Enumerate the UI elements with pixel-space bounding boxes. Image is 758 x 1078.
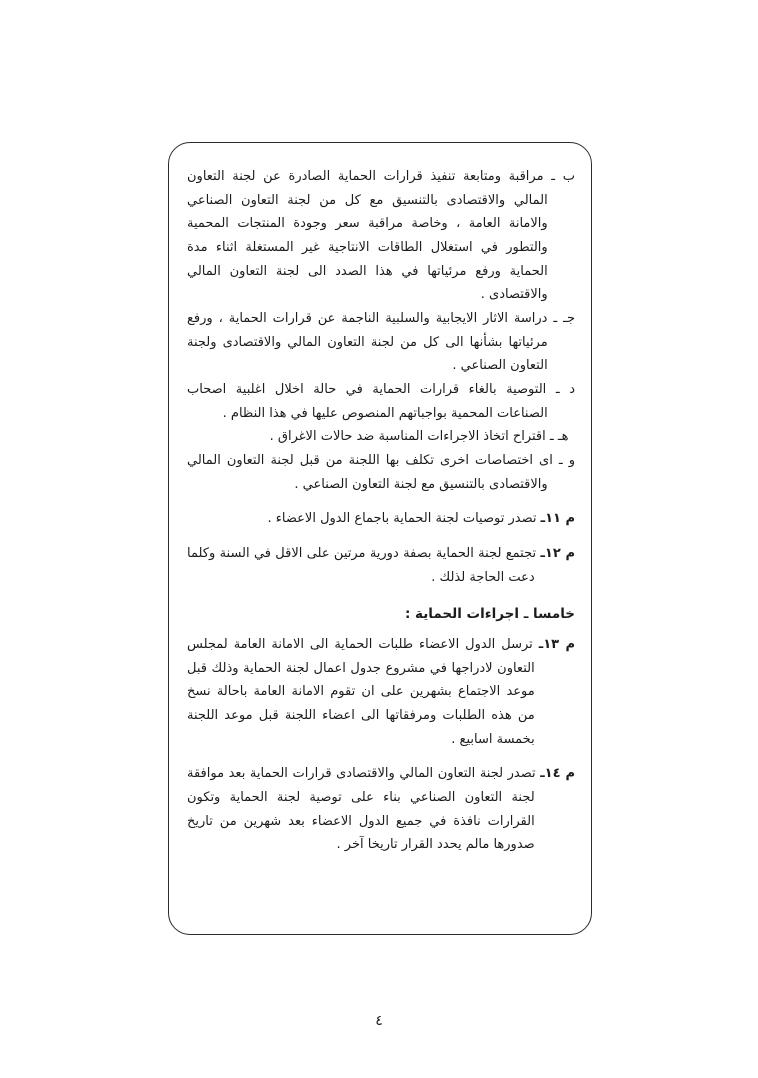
article-13: [187, 633, 575, 751]
clause-ha-text: اقتراح اتخاذ الاجراءات المناسبة ضد حالات الاغراق .: [269, 429, 546, 445]
clause-b-label: ب ـ: [551, 169, 575, 184]
clause-ha: [187, 425, 575, 449]
article-14: [187, 762, 575, 857]
section-heading-label: خامسا ـ: [523, 606, 575, 623]
article-13-label: م ١٣ـ: [538, 637, 575, 653]
article-11: [187, 507, 575, 531]
section-heading-fifth: [187, 606, 575, 622]
clause-b: [187, 165, 575, 307]
document-border-frame: [168, 142, 592, 935]
clause-dal-text: التوصية بالغاء قرارات الحماية في حالة اخلال اغلبية اصحاب الصناعات المحمية بواجباتهم المنصوص عليها في هذا النظام .: [187, 381, 548, 421]
clause-waw-label: و ـ: [558, 452, 576, 468]
clause-dal-label: د ـ: [555, 381, 575, 397]
clause-waw: [187, 449, 575, 496]
clause-b-text: مراقبة ومتابعة تنفيذ قرارات الحماية الصادرة عن لجنة التعاون المالي والاقتصادى بالتنسيق مع كل من لجنة التعاون الصناعي والامانة العامة ، وخاصة مراقبة سعر وجودة المنتجات المحمية والتطور في استغلال الطاقات الانتاجية غير المستغلة اثناء مدة الحماية ورفع مرئياتها في هذا الصدد الى لجنة التعاون المالي والاقتصادى .: [187, 169, 548, 303]
clause-jeem-text: دراسة الاثار الايجابية والسلبية الناجمة عن قرارات الحماية ، ورفع مرئياتها بشأنها الى كل من لجنة التعاون المالي والاقتصادى ولجنة التعاون الصناعي .: [187, 310, 548, 374]
article-14-text: تصدر لجنة التعاون المالي والاقتصادى قرارات الحماية بعد موافقة لجنة التعاون الصناعي بناء على توصية لجنة الحماية وتكون القرارات نافذة في جميع الدول الاعضاء بعد شهرين من تاريخ صدورها مالم يحدد القرار تاريخا آخر .: [187, 766, 536, 853]
article-12-text: تجتمع لجنة الحماية بصفة دورية مرتين على الاقل في السنة وكلما دعت الحاجة لذلك .: [187, 545, 537, 585]
clause-jeem: [187, 307, 575, 378]
article-12-label: م ١٢ـ: [540, 545, 576, 561]
article-11-text: تصدر توصيات لجنة الحماية باجماع الدول الاعضاء .: [267, 511, 537, 527]
clause-jeem-label: جـ ـ: [553, 310, 575, 326]
page-number: ٤: [375, 1013, 383, 1029]
section-heading-text: اجراءات الحماية :: [404, 606, 520, 623]
article-13-text: ترسل الدول الاعضاء طلبات الحماية الى الامانة العامة لمجلس التعاون لادراجها في مشروع جدول اعمال لجنة الحماية وذلك قبل موعد الاجتماع بشهرين على ان تقوم الامانة العامة باحالة نسخ من هذه الطلبات ومرفقاتها الى اعضاء اللجنة قبل موعد اللجنة بخمسة اسابيع .: [187, 637, 535, 747]
article-11-label: م ١١ـ: [540, 511, 575, 527]
article-14-label: م ١٤ـ: [540, 766, 575, 782]
clause-ha-label: هـ ـ: [549, 429, 569, 445]
article-12: [187, 542, 575, 589]
clause-dal: [187, 378, 575, 425]
clause-waw-text: اى اختصاصات اخرى تكلف بها اللجنة من قبل لجنة التعاون المالي والاقتصادى بالتنسيق مع لجنة التعاون الصناعي .: [187, 452, 553, 492]
